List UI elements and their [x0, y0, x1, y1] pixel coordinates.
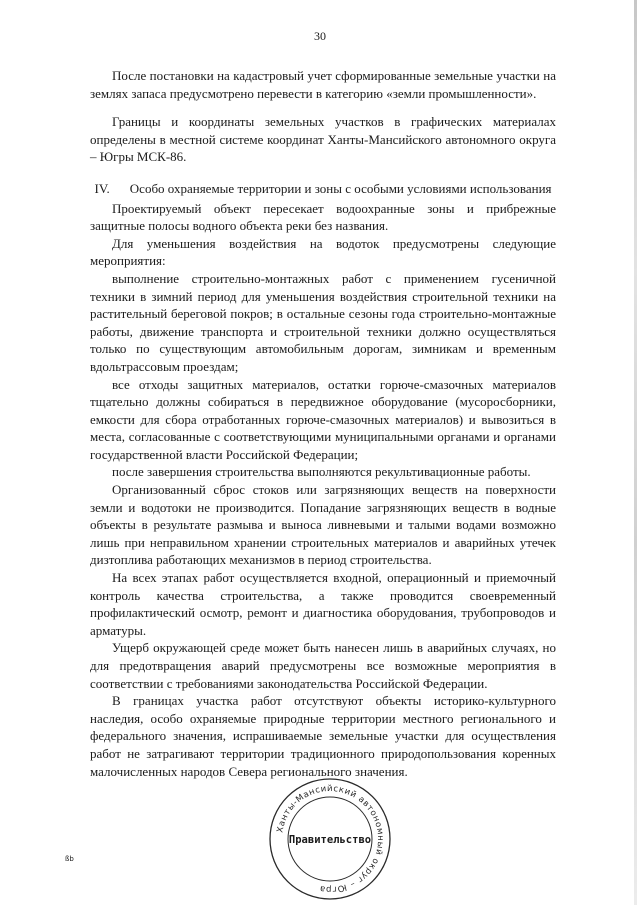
paragraph: Проектируемый объект пересекает водоохранные зоны и прибрежные защитные полосы водного объекта реки без названия. [90, 200, 556, 234]
list-item: все отходы защитных материалов, остатки горюче-смазочных материалов тщательно должны собираться в передвижное оборудование (мусоросборники, емкости для сбора отработанных горюче-смазочных материалов) и вывозиться в места, согласованные с соответствующими муниципальными органами и органами государственной власти Российской Федерации; [90, 376, 556, 462]
paragraph: Для уменьшения воздействия на водоток предусмотрены следующие мероприятия: [90, 235, 556, 269]
section-heading [90, 180, 556, 198]
paragraph: Границы и координаты земельных участков в графических материалах определены в местной системе координат Ханты-Мансийского автономного округа – Югры МСК-86. [90, 114, 556, 165]
stamp-center-text: Правительство [288, 834, 372, 846]
document-body [90, 67, 556, 780]
page-number: 30 [314, 29, 326, 43]
paragraph: В границах участка работ отсутствуют объекты историко-культурного наследия, особо охраняемые природные территории местного регионального и федерального значения, испрашиваемые земельные участки для осуществления работ не затрагивают территории традиционного природопользования коренных малочисленных народов Севера регионального значения. [90, 693, 556, 779]
list-item: после завершения строительства выполняются рекультивационные работы. [112, 464, 531, 480]
stamp-ring-text: Ханты-Мансийский автономный округ – Югра [275, 783, 386, 895]
section-number: IV. [94, 180, 110, 196]
section-title: Особо охраняемые территории и зоны с особыми условиями использования [129, 180, 552, 196]
paragraph: Организованный сброс стоков или загрязняющих веществ на поверхности земли и водотоки не производится. Попадание загрязняющих веществ в водные объекты в результате размыва и выноса ливневыми и талыми водами возможно лишь при неправильном хранении строительных материалов и аварийных утечек дизтоплива работающих механизмов в период строительства. [90, 482, 556, 568]
scan-edge-shadow [634, 0, 637, 905]
government-seal-stamp [266, 775, 394, 903]
margin-mark: ßb [65, 855, 74, 863]
list-item: выполнение строительно-монтажных работ с применением гусеничной техники в зимний период для уменьшения воздействия строительной техники на растительный береговой покров; в остальные сезоны года строительно-монтажные работы, движение транспорта и строительной техники должно осуществляться только по существующим автомобильным дорогам, зимникам и временным вдольтрассовым проездам; [90, 270, 556, 374]
paragraph: После постановки на кадастровый учет сформированные земельные участки на землях запаса предусмотрено перевести в категорию «земли промышленности». [90, 68, 556, 101]
paragraph: Ущерб окружающей среде может быть нанесен лишь в аварийных случаях, но для предотвращения аварий предусмотрены все возможные мероприятия в соответствии с требованиями законодательства Российской Федерации. [90, 640, 556, 691]
paragraph: На всех этапах работ осуществляется входной, операционный и приемочный контроль качества строительства, а также проводится своевременный профилактический осмотр, ремонт и диагностика оборудования, трубопроводов и арматуры. [90, 570, 556, 638]
